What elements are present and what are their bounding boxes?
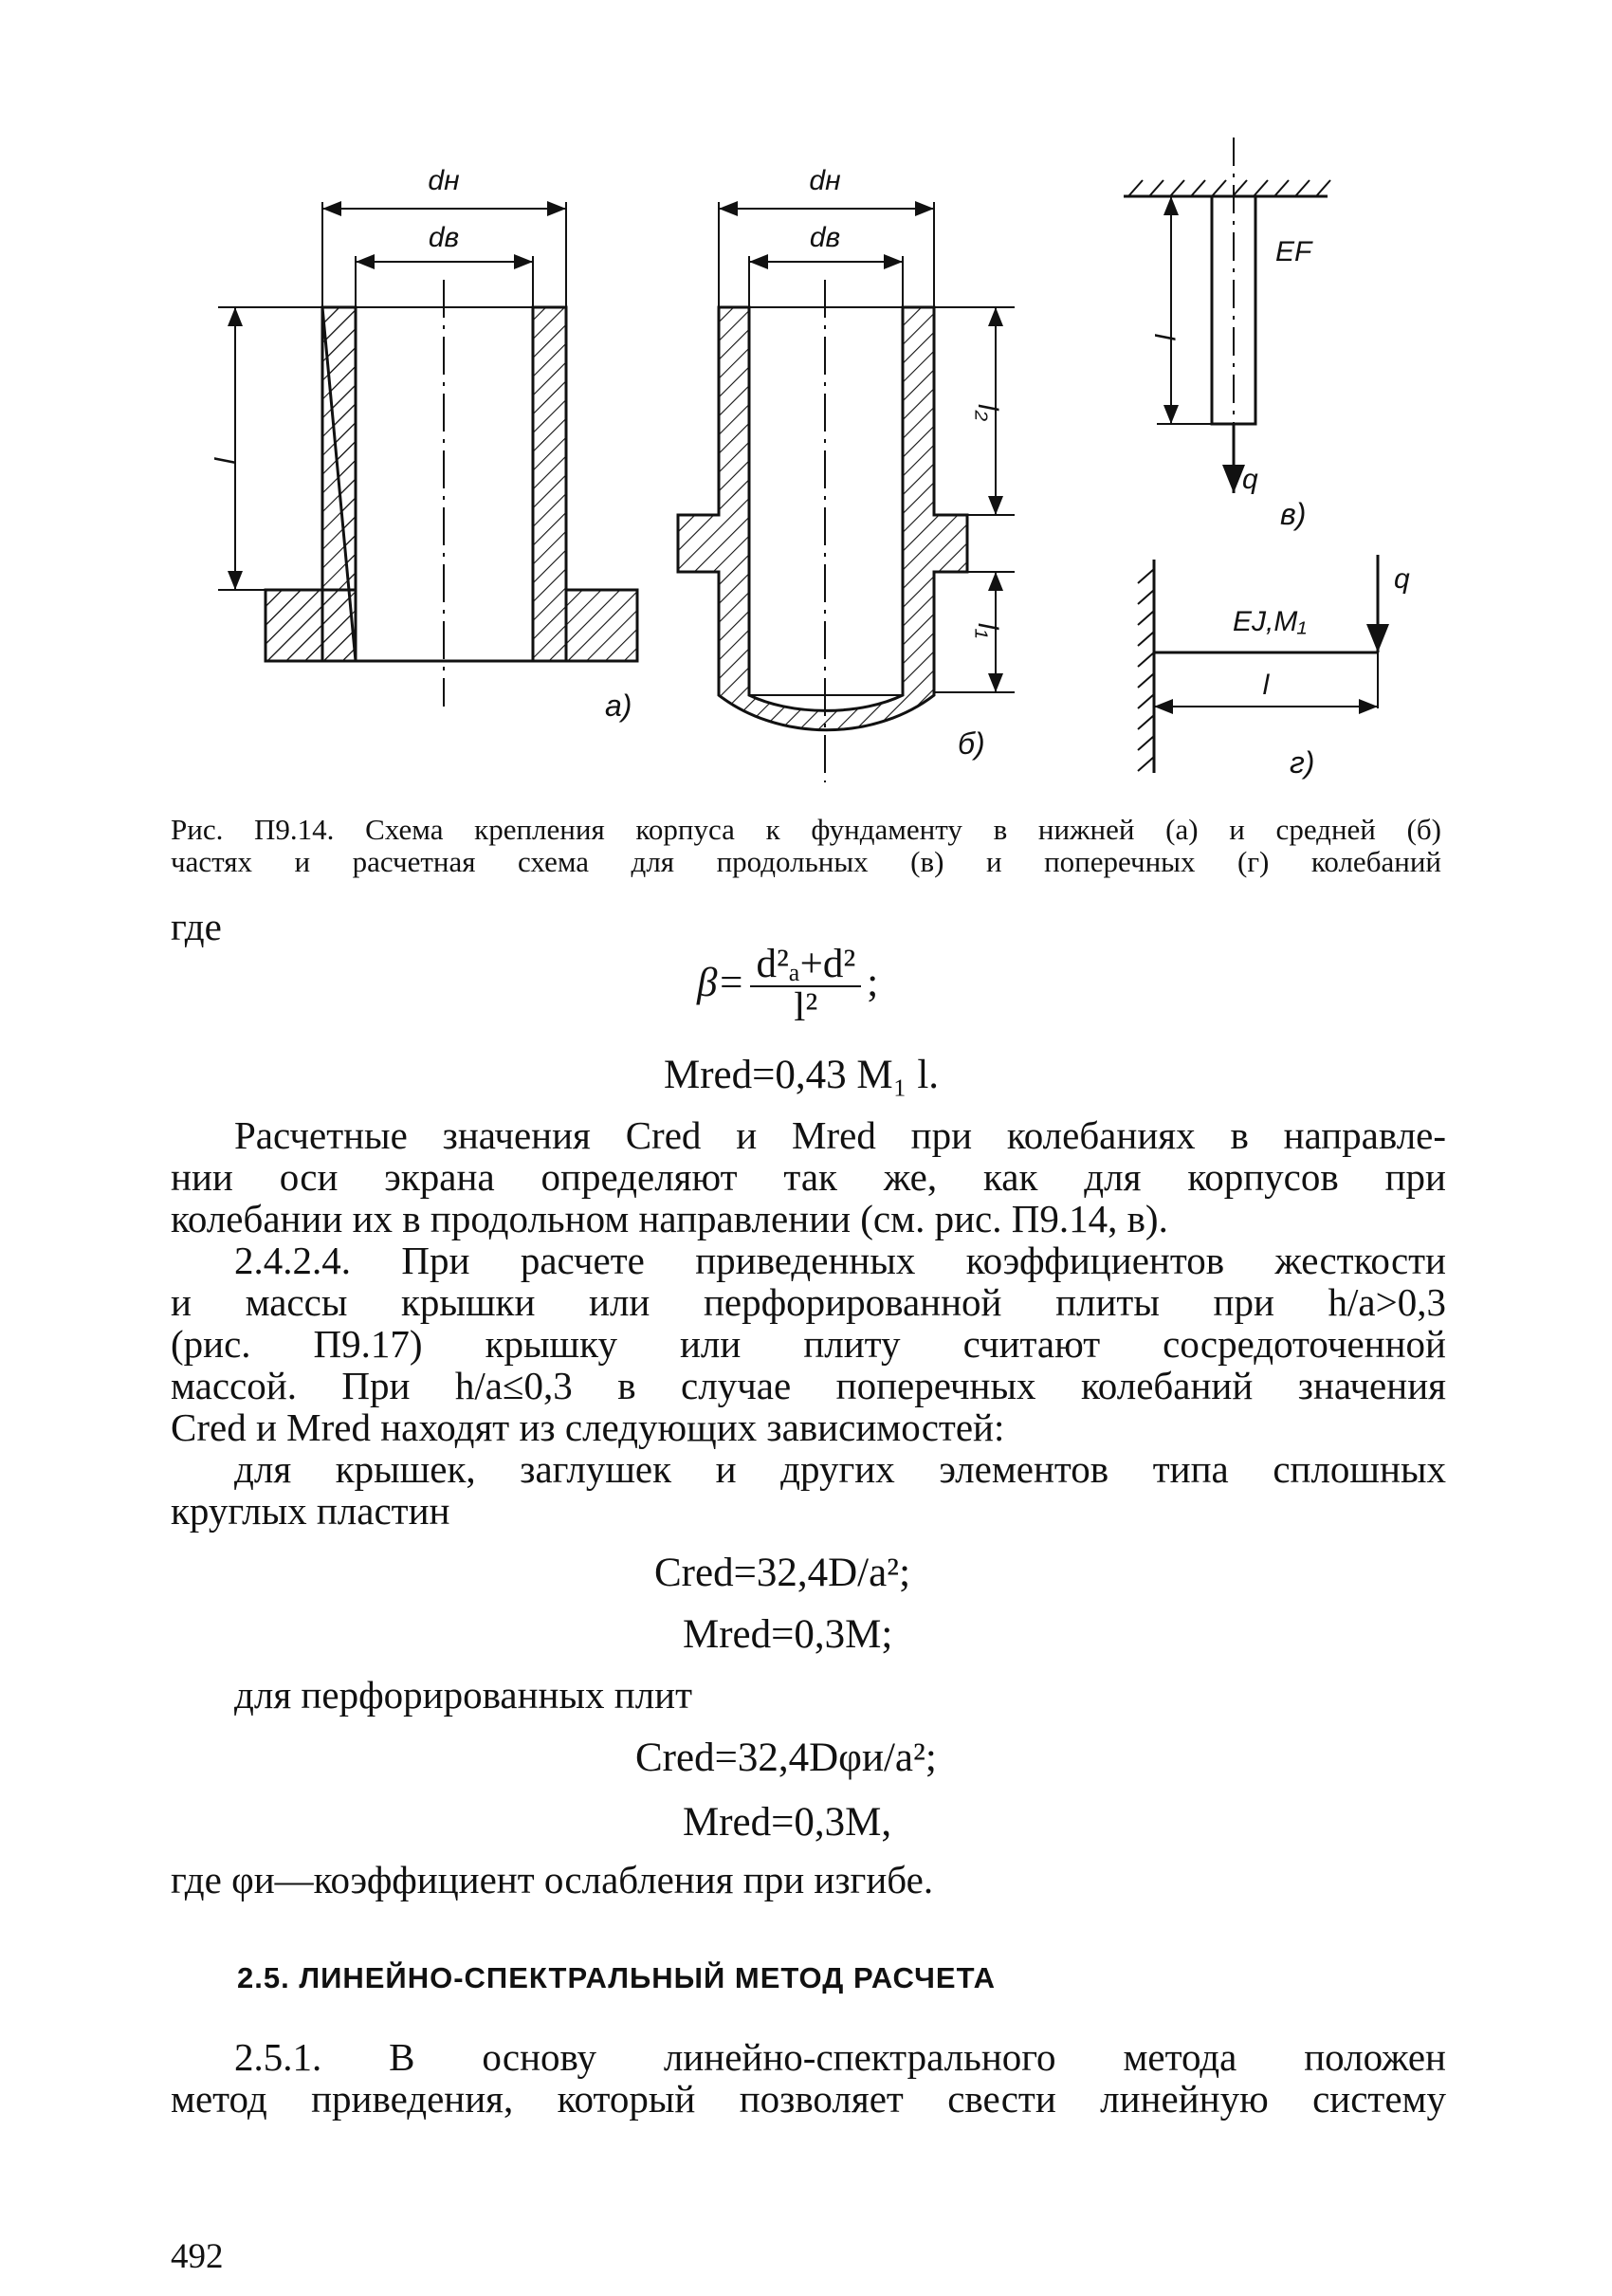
scheme-a [208, 165, 637, 723]
formula-beta-numerator: d²ₐ+d² [750, 944, 861, 987]
formula-c-red-plates: Cred=32,4D/a²; [654, 1551, 911, 1595]
a-dim-outer-label: dн [428, 165, 460, 196]
paragraph-5 [171, 2036, 1446, 2120]
g-length-label: l [1262, 670, 1270, 701]
b-dim-lower-label: l₁ [972, 622, 1003, 639]
b-dim-outer-label: dн [809, 165, 841, 196]
figure-p9-14 [161, 128, 1479, 792]
formula-c-red-perforated: Cred=32,4Dφи/a²; [635, 1736, 937, 1780]
figure-caption [171, 814, 1441, 878]
formula-mred-1: Mred=0,43 M₁ l. [664, 1053, 940, 1097]
a-dim-inner-label: dв [428, 222, 460, 253]
caption-line-1: Рис. П9.14. Схема крепления корпуса к фундаменту в нижней (а) и средней (б) [171, 813, 1441, 846]
b-dim-upper-label: l₂ [972, 403, 1003, 422]
b-label: б) [958, 726, 985, 761]
scheme-g [1138, 555, 1410, 780]
paragraph-2 [171, 1240, 1446, 1448]
paragraph-2-line: массой. При h/a≤0,3 в случае поперечных колебаний значения [171, 1364, 1446, 1407]
paragraph-1-line: колебании их в продольном направлении (см. рис. П9.14, в). [171, 1197, 1168, 1240]
paragraph-1-line: нии оси экрана определяют так же, как для корпусов при [171, 1155, 1446, 1199]
v-stiffness-label: EF [1275, 236, 1312, 267]
where-phi-definition: где φи—коэффициент ослабления при изгибе. [171, 1858, 934, 1901]
g-label: г) [1290, 745, 1315, 780]
v-load-label: q [1242, 464, 1258, 495]
a-dim-length-label: l [208, 456, 239, 464]
paragraph-2-line: и массы крышки или перфорированной плиты при h/a>0,3 [171, 1280, 1446, 1324]
b-dim-inner-label: dв [809, 222, 841, 253]
paragraph-2-line: 2.4.2.4. При расчете приведенных коэффициентов жесткости [234, 1239, 1446, 1282]
scheme-b [678, 165, 1015, 782]
paragraph-1-line: Расчетные значения Cred и Mred при колебаниях в направле- [234, 1113, 1446, 1157]
page-number: 492 [171, 2237, 224, 2276]
paragraph-3 [171, 1448, 1446, 1532]
a-label: а) [605, 689, 632, 723]
section-heading: 2.5. ЛИНЕЙНО-СПЕКТРАЛЬНЫЙ МЕТОД РАСЧЕТА [237, 1961, 996, 1994]
formula-m-red-plates: Mred=0,3M; [683, 1612, 893, 1657]
formula-beta-tail: ; [867, 960, 879, 1005]
paragraph-5-line: метод приведения, который позволяет свести линейную систему [171, 2077, 1446, 2121]
g-load-label: q [1394, 563, 1410, 595]
v-length-label: l [1148, 333, 1180, 340]
scheme-v [1124, 138, 1330, 531]
formula-beta-lhs: β= [697, 960, 745, 1005]
formula-beta [697, 944, 878, 1029]
paragraph-1 [171, 1114, 1446, 1240]
v-label: в) [1280, 497, 1307, 531]
paragraph-2-line: (рис. П9.17) крышку или плиту считают сосредоточенной [171, 1322, 1446, 1366]
formula-m-red-perforated: Mred=0,3M, [683, 1800, 892, 1845]
paragraph-4: для перфорированных плит [234, 1673, 693, 1717]
paragraph-2-line: Cred и Mred находят из следующих зависимостей: [171, 1405, 1005, 1449]
where-label: где [171, 905, 222, 948]
paragraph-3-line: для крышек, заглушек и других элементов типа сплошных [234, 1447, 1446, 1491]
formula-beta-denominator: l² [794, 985, 818, 1030]
g-stiffness-label: EJ,M₁ [1233, 606, 1307, 637]
paragraph-3-line: круглых пластин [171, 1489, 450, 1533]
caption-line-2: частях и расчетная схема для продольных (в) и поперечных (г) колебаний [171, 845, 1441, 878]
paragraph-5-line: 2.5.1. В основу линейно-спектрального метода положен [234, 2035, 1446, 2079]
